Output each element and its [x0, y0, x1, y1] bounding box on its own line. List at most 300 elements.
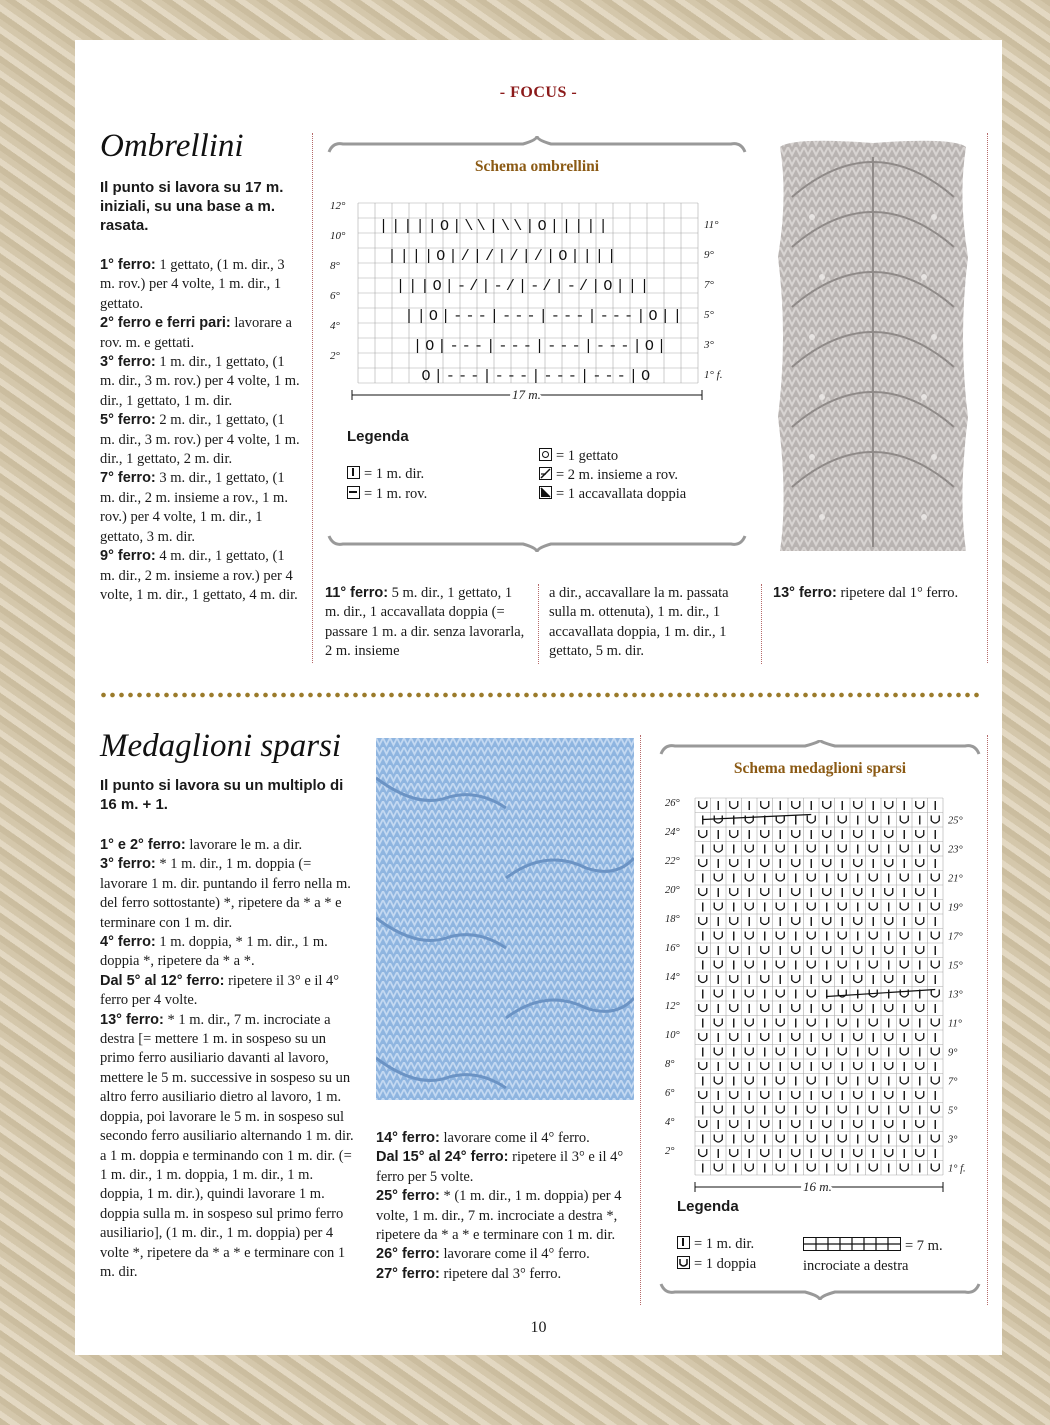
row-number-label: 5° — [704, 309, 714, 321]
double-stitch-mark — [745, 961, 753, 969]
row-number-label: 6° — [665, 1088, 675, 1099]
double-stitch-mark — [807, 1077, 815, 1085]
double-stitch-mark — [714, 932, 722, 940]
double-stitch-mark — [792, 946, 800, 954]
row-number-label: 16° — [665, 943, 680, 954]
double-stitch-mark — [854, 975, 862, 983]
double-stitch-mark — [838, 1164, 846, 1172]
row-number-label: 18° — [665, 914, 680, 925]
double-stitch-mark — [931, 1019, 939, 1027]
instructions-text — [100, 256, 303, 605]
double-stitch-mark — [714, 1048, 722, 1056]
column-divider — [538, 584, 539, 664]
double-stitch-mark — [916, 859, 924, 867]
double-stitch-mark — [854, 801, 862, 809]
section-header: - FOCUS - — [499, 84, 578, 101]
double-stitch-mark — [885, 1004, 893, 1012]
double-stitch-mark — [776, 903, 784, 911]
double-stitch-mark — [931, 1048, 939, 1056]
instruction-row — [100, 1011, 356, 1283]
row-number-label: 22° — [665, 856, 680, 867]
double-stitch-mark — [761, 917, 769, 925]
row-text: 1 gettato, (1 m. dir., 3 m. rov.) per 4 volte, 1 m. dir., 1 gettato. — [100, 257, 285, 312]
swatch-photo-medaglioni — [376, 738, 634, 1100]
instruction-row — [100, 933, 356, 972]
row-label: 1° ferro: — [100, 257, 156, 273]
row-number-label: 17° — [948, 931, 963, 943]
row-number-label: 6° — [330, 290, 340, 302]
double-stitch-mark — [714, 874, 722, 882]
double-stitch-mark — [931, 1135, 939, 1143]
row-text: * 1 m. dir., 1 m. doppia (= lavorare 1 m. dir. puntando il ferro nella m. del ferro sottostante) *, ripetere da * a * e terminare con 1 m. dir. — [100, 856, 351, 931]
double-stitch-mark — [714, 1135, 722, 1143]
double-stitch-mark — [730, 1062, 738, 1070]
instruction-row — [100, 411, 303, 469]
double-stitch-mark — [869, 1019, 877, 1027]
double-stitch-mark — [761, 1062, 769, 1070]
double-stitch-mark — [869, 932, 877, 940]
double-stitch-mark — [854, 859, 862, 867]
row-number-label: 4° — [665, 1117, 675, 1128]
row-text: 2 m. dir., 1 gettato, (1 m. dir., 3 m. rov.) per 4 volte, 1 m. dir., 1 gettato, 2 m. dir. — [100, 412, 300, 468]
row-number-label: 20° — [665, 885, 680, 896]
section-divider — [99, 692, 979, 698]
double-stitch-mark — [916, 1062, 924, 1070]
double-stitch-mark — [699, 946, 707, 954]
double-stitch-mark — [885, 1033, 893, 1041]
schema-ombrellini — [323, 136, 751, 556]
double-stitch-mark — [869, 1135, 877, 1143]
double-stitch-mark — [745, 1077, 753, 1085]
double-stitch-mark — [699, 1004, 707, 1012]
double-stitch-mark — [776, 1077, 784, 1085]
row-label: 13° ferro: — [100, 1011, 164, 1028]
double-stitch-mark — [869, 845, 877, 853]
double-decrease-icon — [539, 486, 552, 499]
double-stitch-mark — [885, 1120, 893, 1128]
double-stitch-mark — [885, 1149, 893, 1157]
double-stitch-mark — [807, 1048, 815, 1056]
row-number-label: 12° — [665, 1001, 680, 1012]
instruction-row — [100, 855, 356, 933]
double-stitch-mark — [885, 975, 893, 983]
double-stitch-mark — [823, 1062, 831, 1070]
double-stitch-mark — [838, 1019, 846, 1027]
stitch-symbol-row: ||||O|/|/|/|/|O|||| — [387, 248, 620, 265]
row-label: 2° ferro e ferri pari: — [100, 315, 231, 332]
legend-title: Legenda — [677, 1198, 739, 1215]
double-stitch-mark — [699, 859, 707, 867]
double-stitch-mark — [838, 816, 846, 824]
double-stitch-mark — [730, 1091, 738, 1099]
double-stitch-mark — [745, 1019, 753, 1027]
double-stitch-mark — [900, 903, 908, 911]
double-stitch-mark — [854, 1149, 862, 1157]
double-stitch-mark — [807, 845, 815, 853]
double-stitch-mark — [699, 1120, 707, 1128]
row-label: Dal 15° al 24° ferro: — [376, 1149, 509, 1166]
row-number-label: 11° — [948, 1018, 962, 1030]
legend-item-gettato: = 1 gettato — [539, 448, 618, 465]
row-number-label: 13° — [948, 989, 963, 1001]
double-stitch-mark — [714, 1019, 722, 1027]
double-stitch-mark — [823, 946, 831, 954]
row-number-label: 9° — [948, 1047, 958, 1059]
width-label: 16 m. — [803, 1179, 832, 1194]
double-stitch-mark — [776, 961, 784, 969]
double-stitch-mark — [745, 1106, 753, 1114]
double-stitch-mark — [854, 1062, 862, 1070]
double-stitch-mark — [699, 1091, 707, 1099]
double-stitch-mark — [869, 903, 877, 911]
row-text: ripetere il 3° e il 4° ferro per 5 volte. — [376, 1149, 624, 1185]
double-stitch-mark — [838, 961, 846, 969]
double-stitch-mark — [745, 816, 753, 824]
double-stitch-mark — [807, 816, 815, 824]
double-stitch-mark — [745, 1135, 753, 1143]
page-number: 10 — [530, 1319, 547, 1336]
double-stitch-mark — [761, 1149, 769, 1157]
double-stitch-mark — [807, 1135, 815, 1143]
stitch-symbol-row: O|---|---|---|---|O — [421, 368, 654, 385]
double-stitch-mark — [807, 990, 815, 998]
instruction-row — [376, 1265, 638, 1284]
double-stitch-mark — [838, 932, 846, 940]
section-title-ombrellini: Ombrellini — [100, 128, 244, 164]
row-text: 1 m. dir., 1 gettato, (1 m. dir., 3 m. rov.) per 4 volte, 1 m. dir., 1 gettato, 1 m. dir. — [100, 354, 300, 409]
stitch-symbol-row: ||O|---|---|---|---|O|| — [404, 308, 686, 325]
double-stitch-mark — [714, 903, 722, 911]
section-intro: Il punto si lavora su 17 m. iniziali, su una base a m. rasata. — [100, 179, 284, 234]
double-stitch-mark — [931, 903, 939, 911]
double-stitch-mark — [931, 816, 939, 824]
page — [75, 40, 1002, 1355]
double-stitch-mark — [900, 1048, 908, 1056]
double-stitch-mark — [699, 1062, 707, 1070]
row-label: 26° ferro: — [376, 1246, 440, 1263]
double-stitch-mark — [699, 1149, 707, 1157]
double-stitch-mark — [776, 1106, 784, 1114]
double-stitch-mark — [869, 1077, 877, 1085]
double-stitch-mark — [916, 975, 924, 983]
double-stitch-mark — [807, 1019, 815, 1027]
double-stitch-mark — [761, 1120, 769, 1128]
legend-item-dir: = 1 m. dir. — [677, 1236, 754, 1253]
knit-symbol-icon — [347, 466, 360, 479]
row-number-label: 9° — [704, 249, 714, 261]
row-number-label: 4° — [330, 320, 340, 332]
double-stitch-mark — [792, 1062, 800, 1070]
double-stitch-mark — [885, 830, 893, 838]
double-stitch-mark — [699, 801, 707, 809]
stitch-symbol-row: |||||O|\\|\\|O||||| — [379, 218, 611, 235]
row-text: ripetere dal 3° ferro. — [439, 1265, 562, 1282]
continuation-text-1: 11° ferro: 5 m. dir., 1 gettato, 1 m. dir., 1 accavallata doppia (= passare 1 m. a dir. senza lavorarla, 2 m. insieme — [325, 585, 525, 660]
legend-item-rov: = 1 m. rov. — [347, 486, 427, 503]
double-stitch-mark — [916, 801, 924, 809]
double-stitch-mark — [900, 990, 908, 998]
double-stitch-mark — [745, 903, 753, 911]
double-stitch-mark — [869, 816, 877, 824]
purl-symbol-icon — [347, 486, 360, 499]
instruction-row — [100, 314, 303, 353]
double-stitch-mark — [900, 1077, 908, 1085]
double-stitch-mark — [761, 1033, 769, 1041]
double-stitch-mark — [869, 1106, 877, 1114]
row-number-label: 1° f. — [704, 369, 723, 381]
double-stitch-mark — [714, 845, 722, 853]
double-stitch-mark — [916, 1120, 924, 1128]
instruction-row — [376, 1245, 638, 1264]
column-divider — [761, 584, 762, 664]
double-stitch-mark — [854, 1091, 862, 1099]
double-stitch-mark — [869, 961, 877, 969]
row-text: lavorare come il 4° ferro. — [439, 1246, 590, 1263]
double-stitch-mark — [776, 1135, 784, 1143]
stitch-symbol-row: |O|---|---|---|---|O| — [413, 338, 670, 355]
double-stitch-mark — [931, 874, 939, 882]
row-text: lavorare come il 4° ferro. — [439, 1130, 590, 1146]
double-stitch-mark — [776, 1164, 784, 1172]
row-text: lavorare le m. a dir. — [185, 837, 303, 853]
row-number-label: 7° — [948, 1076, 958, 1088]
double-stitch-mark — [699, 888, 707, 896]
double-stitch-mark — [823, 1120, 831, 1128]
double-stitch-mark — [730, 888, 738, 896]
stitch-chart-medaglioni — [665, 792, 975, 1202]
double-stitch-mark — [761, 859, 769, 867]
width-label: 17 m. — [512, 387, 541, 402]
row-label: 14° ferro: — [376, 1130, 440, 1146]
double-stitch-mark — [885, 946, 893, 954]
double-stitch-mark — [745, 845, 753, 853]
double-stitch-mark — [807, 903, 815, 911]
double-stitch-mark — [916, 888, 924, 896]
double-stitch-mark — [730, 859, 738, 867]
double-stitch-mark — [792, 1120, 800, 1128]
double-stitch-mark — [730, 1033, 738, 1041]
row-number-label: 10° — [330, 230, 346, 242]
double-stitch-mark — [730, 801, 738, 809]
double-stitch-mark — [823, 830, 831, 838]
double-stitch-mark — [730, 946, 738, 954]
double-stitch-mark — [807, 932, 815, 940]
double-stitch-mark — [838, 1135, 846, 1143]
double-stitch-mark — [931, 1164, 939, 1172]
row-number-label: 12° — [330, 200, 346, 212]
column-divider — [312, 133, 313, 663]
double-stitch-icon — [677, 1256, 690, 1269]
double-stitch-mark — [730, 975, 738, 983]
double-stitch-mark — [900, 932, 908, 940]
row-number-label: 19° — [948, 902, 963, 914]
continuation-text-3: 13° ferro: ripetere dal 1° ferro. — [773, 585, 959, 601]
row-number-label: 21° — [948, 873, 963, 885]
double-stitch-mark — [745, 1164, 753, 1172]
double-stitch-mark — [761, 888, 769, 896]
double-stitch-mark — [792, 859, 800, 867]
double-stitch-mark — [900, 1019, 908, 1027]
instruction-row — [376, 1148, 638, 1187]
row-label: 27° ferro: — [376, 1265, 440, 1282]
double-stitch-mark — [838, 874, 846, 882]
double-stitch-mark — [714, 1077, 722, 1085]
row-number-label: 2° — [330, 350, 340, 362]
double-stitch-mark — [838, 845, 846, 853]
double-stitch-mark — [916, 917, 924, 925]
instruction-row — [100, 256, 303, 314]
double-stitch-mark — [792, 975, 800, 983]
stitch-chart-ombrellini — [328, 191, 738, 421]
instruction-row — [100, 353, 303, 411]
double-stitch-mark — [885, 917, 893, 925]
row-text: ripetere il 3° e il 4° ferro per 4 volte. — [100, 972, 340, 1009]
double-stitch-mark — [931, 990, 939, 998]
double-stitch-mark — [699, 830, 707, 838]
k2tog-purl-icon — [539, 467, 552, 480]
row-number-label: 2° — [665, 1146, 675, 1157]
stitch-symbol-row: |||O|-/|-/|-/|-/|O||| — [396, 278, 653, 295]
row-number-label: 26° — [665, 798, 680, 809]
row-label: 5° ferro: — [100, 412, 156, 429]
instruction-row — [376, 1129, 638, 1148]
double-stitch-mark — [776, 990, 784, 998]
row-number-label: 8° — [330, 260, 340, 272]
double-stitch-mark — [745, 1048, 753, 1056]
double-stitch-mark — [900, 1135, 908, 1143]
double-stitch-mark — [916, 1033, 924, 1041]
cable-cross-icon — [803, 1237, 901, 1251]
double-stitch-mark — [838, 1106, 846, 1114]
row-number-label: 25° — [948, 815, 963, 827]
row-label: 1° e 2° ferro: — [100, 837, 186, 853]
double-stitch-mark — [838, 903, 846, 911]
double-stitch-mark — [699, 917, 707, 925]
double-stitch-mark — [745, 932, 753, 940]
double-stitch-mark — [776, 1048, 784, 1056]
double-stitch-mark — [792, 917, 800, 925]
row-number-label: 14° — [665, 972, 680, 983]
double-stitch-mark — [900, 1106, 908, 1114]
row-text: * 1 m. dir., 7 m. incrociate a destra [= mettere 1 m. in sospeso su un primo ferro ausiliario davanti al lavoro, mettere le 5 m. successive in sospeso su un altro ferro ausiliario dietro al lavoro, 1 m. doppia, poi lavorare le 5 m. in sospeso sul secondo ferro ausiliario alternando 1 m. dir. a 1 m. doppia e terminando con 1 m. dir. (= 1 m. dir., 1 m. doppia, 1 m. dir., 1 m. doppia, 1 m. dir.), quindi lavorare 1 m. doppia sulla m. in sospeso sul primo ferro ausiliario], (1 m. dir., 1 m. doppia) per 4 volte *, ripetere da * a * e terminare con 1 m. dir. — [100, 1011, 354, 1280]
instruction-row — [376, 1187, 638, 1245]
double-stitch-mark — [776, 1019, 784, 1027]
legend-item-insieme: = 2 m. insieme a rov. — [539, 467, 678, 484]
row-text: * (1 m. dir., 1 m. doppia) per 4 volte, 1 m. dir., 7 m. incrociate a destra *, ripetere da * a * e terminare con 1 m. dir. — [376, 1188, 622, 1244]
double-stitch-mark — [792, 1149, 800, 1157]
double-stitch-mark — [916, 830, 924, 838]
double-stitch-mark — [807, 1106, 815, 1114]
row-number-label: 1° f. — [948, 1163, 966, 1175]
double-stitch-mark — [745, 990, 753, 998]
row-number-label: 3° — [704, 339, 714, 351]
row-text: 3 m. dir., 1 gettato, (1 m. dir., 2 m. insieme a rov., 1 m. rov.) per 4 volte, 1 m. dir., 1 gettato, 3 m. dir. — [100, 470, 288, 545]
double-stitch-mark — [900, 816, 908, 824]
legend-item-incrociate: = 7 m. incrociate a destra — [803, 1238, 943, 1274]
double-stitch-mark — [823, 975, 831, 983]
double-stitch-mark — [792, 830, 800, 838]
legend-item-accavallata: = 1 accavallata doppia — [539, 486, 686, 503]
double-stitch-mark — [776, 845, 784, 853]
double-stitch-mark — [823, 1004, 831, 1012]
double-stitch-mark — [823, 888, 831, 896]
double-stitch-mark — [854, 888, 862, 896]
row-text: lavorare a rov. m. e gettati. — [100, 315, 292, 351]
row-number-label: 8° — [665, 1059, 675, 1070]
double-stitch-mark — [761, 1091, 769, 1099]
double-stitch-mark — [854, 1033, 862, 1041]
double-stitch-mark — [807, 1164, 815, 1172]
double-stitch-mark — [792, 1033, 800, 1041]
double-stitch-mark — [761, 830, 769, 838]
legend-title: Legenda — [347, 428, 409, 445]
double-stitch-mark — [885, 801, 893, 809]
double-stitch-mark — [730, 1120, 738, 1128]
double-stitch-mark — [900, 1164, 908, 1172]
double-stitch-mark — [916, 946, 924, 954]
double-stitch-mark — [776, 874, 784, 882]
instruction-row — [100, 972, 356, 1011]
double-stitch-mark — [931, 845, 939, 853]
schema-title: Schema medaglioni sparsi — [733, 760, 907, 777]
continuation-text-2: a dir., accavallare la m. passata sulla m. ottenuta), 1 m. dir., 1 accavallata doppia, 1 m. dir., 1 gettato, 5 m. dir. — [549, 585, 729, 660]
double-stitch-mark — [823, 1149, 831, 1157]
double-stitch-mark — [869, 1164, 877, 1172]
row-label: 3° ferro: — [100, 354, 156, 371]
schema-medaglioni — [655, 740, 985, 1300]
row-label: 3° ferro: — [100, 856, 156, 873]
double-stitch-mark — [714, 1164, 722, 1172]
instructions-text-continued — [376, 1129, 638, 1284]
column-divider — [987, 133, 988, 663]
row-number-label: 10° — [665, 1030, 680, 1041]
double-stitch-mark — [761, 1004, 769, 1012]
double-stitch-mark — [885, 1062, 893, 1070]
double-stitch-mark — [869, 874, 877, 882]
row-label: 9° ferro: — [100, 548, 156, 565]
double-stitch-mark — [807, 961, 815, 969]
double-stitch-mark — [916, 1149, 924, 1157]
column-divider — [640, 735, 641, 1305]
knit-symbol-icon — [677, 1236, 690, 1249]
row-number-label: 24° — [665, 827, 680, 838]
double-stitch-mark — [730, 917, 738, 925]
instruction-row — [100, 836, 356, 855]
schema-title: Schema ombrellini — [474, 158, 600, 175]
double-stitch-mark — [931, 1106, 939, 1114]
double-stitch-mark — [854, 830, 862, 838]
swatch-photo-ombrellini — [772, 137, 974, 555]
double-stitch-mark — [823, 1091, 831, 1099]
double-stitch-mark — [885, 888, 893, 896]
double-stitch-mark — [730, 830, 738, 838]
row-label: 7° ferro: — [100, 470, 156, 487]
section-intro: Il punto si lavora su un multiplo di 16 m. + 1. — [100, 777, 344, 813]
row-label: 25° ferro: — [376, 1188, 440, 1205]
double-stitch-mark — [885, 1091, 893, 1099]
double-stitch-mark — [823, 1033, 831, 1041]
double-stitch-mark — [900, 961, 908, 969]
row-number-label: 11° — [704, 219, 719, 231]
double-stitch-mark — [745, 874, 753, 882]
double-stitch-mark — [854, 1120, 862, 1128]
double-stitch-mark — [854, 946, 862, 954]
row-text: 4 m. dir., 1 gettato, (1 m. dir., 2 m. insieme a rov.) per 4 volte, 1 m. dir., 1 gettato, 4 m. dir. — [100, 548, 298, 603]
double-stitch-mark — [916, 1091, 924, 1099]
double-stitch-mark — [931, 932, 939, 940]
column-divider — [987, 735, 988, 1305]
row-text: 1 m. doppia, * 1 m. dir., 1 m. doppia *, ripetere da * a *. — [100, 934, 328, 970]
